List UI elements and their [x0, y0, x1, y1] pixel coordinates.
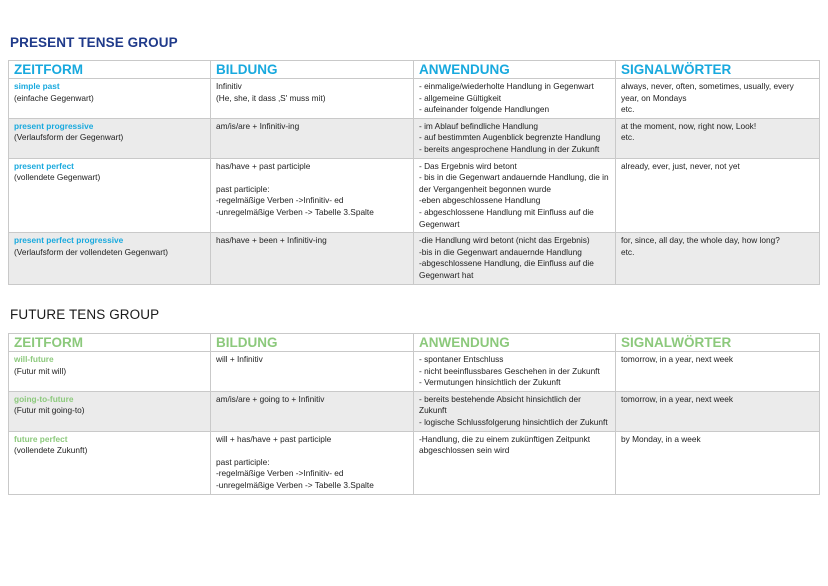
tense-german-name: (Futur mit will) — [14, 365, 67, 376]
bildung-line: -regelmäßige Verben ->Infinitiv- ed — [216, 468, 344, 479]
anwendung-line: - Vermutungen hinsichtlich der Zukunft — [419, 377, 561, 388]
bildung-cell — [211, 352, 414, 392]
bildung-line: (He, she, it dass ‚S' muss mit) — [216, 92, 326, 103]
table-row — [9, 352, 820, 392]
bildung-cell — [211, 118, 414, 158]
anwendung-line: - Das Ergebnis wird betont — [419, 160, 517, 171]
signalwort-line: etc. — [621, 132, 635, 143]
anwendung-cell — [414, 118, 616, 158]
header-signalwoerter: SIGNALWÖRTER — [616, 61, 820, 79]
tense-german-name: (Verlaufsform der Gegenwart) — [14, 132, 124, 143]
bildung-line: will + has/have + past participle — [216, 433, 332, 444]
bildung-cell — [211, 158, 414, 233]
anwendung-cell — [414, 233, 616, 284]
future-tense-table — [8, 333, 820, 495]
zeitform-cell — [9, 352, 211, 392]
zeitform-cell — [9, 118, 211, 158]
tense-name: present perfect progressive — [14, 235, 124, 246]
bildung-cell — [211, 79, 414, 119]
anwendung-line: -die Handlung wird betont (nicht das Ergebnis) — [419, 235, 590, 246]
anwendung-line: - abgeschlossene Handlung mit Einfluss auf die Gegenwart — [419, 206, 594, 229]
signalwort-line: etc. — [621, 246, 635, 257]
bildung-cell — [211, 233, 414, 284]
table-row — [9, 431, 820, 494]
bildung-line: has/have + been + Infinitiv-ing — [216, 235, 327, 246]
table-row — [9, 158, 820, 233]
signalwort-line: tomorrow, in a year, next week — [621, 354, 734, 364]
bildung-line: has/have + past participle — [216, 160, 311, 171]
signalwoerter-cell — [616, 352, 820, 392]
bildung-line: past participle: — [216, 183, 270, 194]
anwendung-line: - logische Schlussfolgerung hinsichtlich der Zukunft — [419, 416, 608, 427]
bildung-line: -unregelmäßige Verben -> Tabelle 3.Spalte — [216, 479, 374, 490]
signalwort-line: by Monday, in a week — [621, 433, 701, 444]
zeitform-cell — [9, 391, 211, 431]
bildung-line: -unregelmäßige Verben -> Tabelle 3.Spalte — [216, 206, 374, 217]
anwendung-cell — [414, 391, 616, 431]
table-header-row — [9, 334, 820, 352]
signalwoerter-cell — [616, 431, 820, 494]
anwendung-line: - bereits bestehende Absicht hinsichtlich der Zukunft — [419, 393, 581, 416]
anwendung-line: - nicht beeinflussbares Geschehen in der Zukunft — [419, 365, 600, 376]
bildung-cell — [211, 391, 414, 431]
table-row — [9, 391, 820, 431]
header-bildung: BILDUNG — [211, 334, 414, 352]
bildung-line — [216, 172, 408, 184]
header-zeitform: ZEITFORM — [9, 61, 211, 79]
anwendung-line: - spontaner Entschluss — [419, 354, 504, 364]
tense-name: will-future — [14, 354, 54, 364]
anwendung-line: -eben abgeschlossene Handlung — [419, 195, 541, 206]
anwendung-line: -Handlung, die zu einem zukünftigen Zeitpunkt abgeschlossen sein wird — [419, 433, 591, 456]
anwendung-cell — [414, 352, 616, 392]
bildung-line — [216, 445, 408, 457]
signalwoerter-cell — [616, 118, 820, 158]
anwendung-cell — [414, 431, 616, 494]
tense-name: future perfect — [14, 433, 68, 444]
present-group-title: PRESENT TENSE GROUP — [10, 35, 178, 50]
zeitform-cell — [9, 79, 211, 119]
future-group-title: FUTURE TENS GROUP — [10, 307, 160, 322]
signalwort-line: at the moment, now, right now, Look! — [621, 120, 757, 131]
bildung-cell — [211, 431, 414, 494]
tense-german-name: (Futur mit going-to) — [14, 405, 85, 416]
signalwoerter-cell — [616, 391, 820, 431]
bildung-line: Infinitiv — [216, 81, 242, 91]
bildung-line: past participle: — [216, 456, 270, 467]
zeitform-cell — [9, 233, 211, 284]
anwendung-line: -abgeschlossene Handlung, die Einfluss auf die Gegenwart hat — [419, 258, 594, 280]
anwendung-line: - allgemeine Gültigkeit — [419, 92, 502, 103]
bildung-line: am/is/are + Infinitiv-ing — [216, 120, 300, 131]
tense-name: simple past — [14, 81, 60, 91]
header-anwendung: ANWENDUNG — [414, 334, 616, 352]
table-header-row — [9, 61, 820, 79]
header-zeitform: ZEITFORM — [9, 334, 211, 352]
signalwort-line: tomorrow, in a year, next week — [621, 393, 734, 404]
table-row — [9, 118, 820, 158]
tense-name: present perfect — [14, 160, 74, 171]
zeitform-cell — [9, 431, 211, 494]
signalwort-line: for, since, all day, the whole day, how long? — [621, 235, 780, 246]
table-row — [9, 233, 820, 284]
tense-german-name: (vollendete Zukunft) — [14, 445, 88, 456]
tense-name: going-to-future — [14, 393, 74, 404]
anwendung-line: - einmalige/wiederholte Handlung in Gegenwart — [419, 81, 594, 91]
present-tense-table — [8, 60, 820, 285]
signalwoerter-cell — [616, 233, 820, 284]
signalwort-line: always, never, often, sometimes, usually, every year, on Mondays — [621, 81, 794, 103]
tense-german-name: (vollendete Gegenwart) — [14, 172, 101, 183]
table-row — [9, 79, 820, 119]
anwendung-cell — [414, 158, 616, 233]
signalwoerter-cell — [616, 158, 820, 233]
anwendung-line: - bereits angesprochene Handlung in der Zukunft — [419, 143, 600, 154]
signalwoerter-cell — [616, 79, 820, 119]
tense-german-name: (Verlaufsform der vollendeten Gegenwart) — [14, 246, 169, 257]
bildung-line: am/is/are + going to + Infinitiv — [216, 393, 325, 404]
signalwort-line: already, ever, just, never, not yet — [621, 160, 740, 171]
tense-german-name: (einfache Gegenwart) — [14, 92, 94, 103]
header-bildung: BILDUNG — [211, 61, 414, 79]
header-signalwoerter: SIGNALWÖRTER — [616, 334, 820, 352]
anwendung-line: - im Ablauf befindliche Handlung — [419, 120, 538, 131]
anwendung-cell — [414, 79, 616, 119]
anwendung-line: - aufeinander folgende Handlungen — [419, 104, 550, 115]
anwendung-line: - auf bestimmten Augenblick begrenzte Handlung — [419, 132, 601, 143]
bildung-line: -regelmäßige Verben ->Infinitiv- ed — [216, 195, 344, 206]
anwendung-line: -bis in die Gegenwart andauernde Handlung — [419, 246, 582, 257]
zeitform-cell — [9, 158, 211, 233]
bildung-line: will + Infinitiv — [216, 354, 263, 364]
anwendung-line: - bis in die Gegenwart andauernde Handlung, die in der Vergangenheit begonnen wurde — [419, 172, 609, 194]
signalwort-line: etc. — [621, 104, 635, 115]
header-anwendung: ANWENDUNG — [414, 61, 616, 79]
tense-name: present progressive — [14, 120, 94, 131]
